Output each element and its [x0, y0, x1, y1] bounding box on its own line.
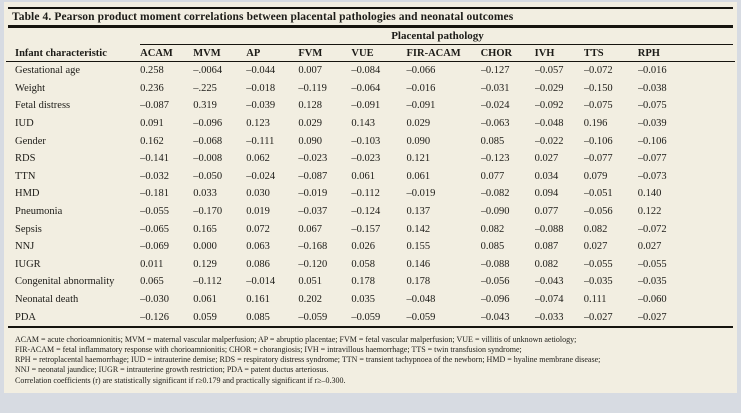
correlation-value: 0.111: [583, 294, 607, 306]
row-label: Fetal distress: [15, 100, 71, 112]
correlation-value: 0.077: [480, 170, 505, 182]
table-row: [6, 80, 735, 98]
correlation-value: –0.032: [140, 170, 170, 182]
correlation-value: –0.022: [534, 135, 564, 147]
column-header-row: [6, 45, 735, 62]
table-row: [6, 256, 735, 274]
correlation-value: 0.082: [534, 258, 559, 270]
correlation-value: 0.027: [534, 153, 559, 165]
correlation-value: –0.168: [298, 241, 328, 253]
column-header-ivh: IVH: [535, 45, 584, 62]
correlation-value: –0.106: [583, 135, 613, 147]
correlation-value: 0.077: [534, 206, 559, 218]
table-row: [6, 62, 735, 80]
table-row: [6, 97, 735, 115]
correlation-value: 0.137: [406, 206, 431, 218]
column-header-vue: VUE: [351, 45, 406, 62]
correlation-value: –0.075: [637, 100, 667, 112]
correlation-value: 0.258: [140, 65, 164, 77]
correlation-value: 0.161: [246, 294, 270, 306]
correlation-value: –0.044: [246, 65, 276, 77]
correlation-value: –0.051: [583, 188, 613, 200]
correlation-value: 0.196: [583, 118, 608, 130]
correlation-value: –0.127: [480, 65, 510, 77]
correlation-value: –0.073: [637, 170, 667, 182]
correlation-value: 0.178: [351, 276, 376, 288]
correlation-value: –0.016: [637, 65, 667, 77]
correlation-value: 0.061: [351, 170, 376, 182]
table-row: [6, 273, 735, 291]
correlation-value: 0.027: [637, 241, 662, 253]
correlation-value: 0.034: [534, 170, 559, 182]
correlation-value: 0.027: [583, 241, 608, 253]
correlation-value: –0.088: [534, 223, 564, 235]
correlation-value: –0.039: [246, 100, 276, 112]
correlation-value: 0.062: [246, 153, 270, 165]
correlation-value: 0.086: [246, 258, 270, 270]
row-label: Gender: [15, 135, 46, 147]
correlation-value: 0.122: [637, 206, 662, 218]
correlation-value: –0.019: [298, 188, 328, 200]
correlation-value: –0.124: [351, 206, 381, 218]
correlation-value: –0.119: [298, 82, 327, 94]
row-label: IUD: [15, 118, 34, 130]
footnote-line: RPH = retroplacental haemorrhage; IUD = intrauterine demise; RDS = respiratory distress syndrome; TTN = transient tachypnoea of the newborn; HMD = hyaline membrane disease;: [15, 355, 601, 365]
correlation-value: –0.031: [480, 82, 510, 94]
row-label: Neonatal death: [15, 294, 79, 306]
correlation-value: 0.236: [140, 82, 164, 94]
correlation-value: 0.162: [140, 135, 164, 147]
correlation-value: 0.123: [246, 118, 270, 130]
correlation-value: –0.077: [583, 153, 613, 165]
correlation-value: –0.112: [351, 188, 380, 200]
table-row: [6, 185, 735, 203]
table-row: [6, 238, 735, 256]
correlation-value: –0.092: [534, 100, 564, 112]
correlation-value: –0.055: [140, 206, 170, 218]
correlation-value: –0.087: [298, 170, 328, 182]
correlation-value: 0.094: [534, 188, 559, 200]
group-header-placental-pathology: Placental pathology: [391, 29, 484, 42]
correlation-value: 0.143: [351, 118, 376, 130]
correlation-value: –0.082: [480, 188, 510, 200]
correlation-value: –0.150: [583, 82, 613, 94]
correlation-value: –0.035: [637, 276, 667, 288]
correlation-value: –0.157: [351, 223, 381, 235]
correlation-value: 0.029: [298, 118, 322, 130]
correlation-value: –0.170: [193, 206, 223, 218]
row-label: HMD: [15, 188, 40, 200]
row-label: Weight: [15, 82, 46, 94]
correlation-value: –0.019: [406, 188, 436, 200]
correlation-value: 0.035: [351, 294, 376, 306]
correlation-value: 0.085: [480, 241, 505, 253]
correlation-value: –0.039: [637, 118, 667, 130]
correlation-value: –0.055: [637, 258, 667, 270]
column-header-mvm: MVM: [193, 45, 246, 62]
correlation-value: –0.090: [480, 206, 510, 218]
column-header-infant-characteristic: Infant characteristic: [6, 45, 140, 62]
correlation-value: –0.043: [534, 276, 564, 288]
correlation-value: 0.011: [140, 258, 164, 270]
correlation-value: –0.027: [583, 311, 613, 323]
correlation-value: 0.082: [480, 223, 505, 235]
correlation-value: 0.146: [406, 258, 431, 270]
row-label: Sepsis: [15, 223, 42, 235]
correlation-value: –.0064: [193, 65, 223, 77]
table-row: [6, 168, 735, 186]
correlation-value: 0.063: [246, 241, 270, 253]
correlation-value: –0.063: [480, 118, 510, 130]
correlation-value: –0.029: [534, 82, 564, 94]
column-header-acam: ACAM: [140, 45, 193, 62]
correlation-value: 0.082: [583, 223, 608, 235]
row-label: RDS: [15, 153, 36, 165]
correlation-value: 0.079: [583, 170, 608, 182]
footnote-line: FIR-ACAM = fetal inflammatory response with chorioamnionitis; CHOR = chorangiosis; IVH = intravillous haemorrhage; TTS = twin transfusion syndrome;: [15, 344, 522, 354]
correlation-value: –0.069: [140, 241, 170, 253]
correlation-value: –0.084: [351, 65, 381, 77]
correlation-value: –0.088: [480, 258, 510, 270]
correlation-value: –0.066: [406, 65, 436, 77]
correlation-value: –0.120: [298, 258, 328, 270]
correlation-value: 0.059: [193, 311, 217, 323]
correlation-value: –0.056: [480, 276, 510, 288]
correlation-value: 0.067: [298, 223, 322, 235]
correlation-value: –0.016: [406, 82, 436, 94]
correlation-value: 0.072: [246, 223, 270, 235]
correlation-value: –0.059: [351, 311, 381, 323]
table-title: Table 4. Pearson product moment correlations between placental pathologies and neonatal outcomes: [12, 11, 514, 23]
table-panel: [4, 2, 737, 393]
correlation-value: 0.129: [193, 258, 217, 270]
correlation-value: –0.024: [480, 100, 510, 112]
row-label: IUGR: [15, 258, 41, 270]
correlation-value: 0.007: [298, 65, 322, 77]
correlation-value: 0.087: [534, 241, 559, 253]
correlation-value: 0.065: [140, 276, 164, 288]
correlation-value: –0.126: [140, 311, 170, 323]
correlation-value: –0.096: [480, 294, 510, 306]
correlation-value: –0.056: [583, 206, 613, 218]
correlation-value: –0.055: [583, 258, 613, 270]
correlation-value: –0.072: [637, 223, 667, 235]
correlation-value: –0.037: [298, 206, 328, 218]
correlation-value: 0.202: [298, 294, 322, 306]
correlation-value: –.225: [193, 82, 217, 94]
row-label: PDA: [15, 311, 37, 323]
correlation-value: –0.074: [534, 294, 564, 306]
column-header-ap: AP: [246, 45, 298, 62]
correlation-value: –0.112: [193, 276, 222, 288]
column-header-tts: TTS: [584, 45, 638, 62]
correlation-value: –0.035: [583, 276, 613, 288]
correlation-value: 0.026: [351, 241, 376, 253]
correlation-value: 0.061: [193, 294, 217, 306]
correlation-value: –0.030: [140, 294, 170, 306]
footnote-line: NNJ = neonatal jaundice; IUGR = intrauterine growth restriction; PDA = patent ductus arteriosus.: [15, 365, 329, 375]
correlation-value: –0.018: [246, 82, 276, 94]
table-row: [6, 150, 735, 168]
correlation-value: 0.033: [193, 188, 217, 200]
correlation-value: 0.030: [246, 188, 270, 200]
correlation-value: 0.140: [637, 188, 662, 200]
correlation-value: 0.061: [406, 170, 431, 182]
correlation-value: –0.077: [637, 153, 667, 165]
correlation-value: –0.087: [140, 100, 170, 112]
correlation-value: –0.106: [637, 135, 667, 147]
correlation-value: –0.050: [193, 170, 223, 182]
correlation-value: 0.058: [351, 258, 376, 270]
correlation-value: –0.068: [193, 135, 223, 147]
correlation-value: –0.048: [406, 294, 436, 306]
correlation-value: –0.091: [406, 100, 436, 112]
correlation-value: –0.057: [534, 65, 564, 77]
correlation-value: 0.121: [406, 153, 431, 165]
table-row: [6, 308, 735, 326]
correlation-value: –0.023: [298, 153, 328, 165]
correlation-value: 0.165: [193, 223, 217, 235]
column-header-rph: RPH: [638, 45, 735, 62]
correlation-value: –0.023: [351, 153, 381, 165]
correlation-value: –0.033: [534, 311, 564, 323]
correlation-value: 0.000: [193, 241, 217, 253]
footnote-line: ACAM = acute chorioamnionitis; MVM = maternal vascular malperfusion; AP = abruptio placentae; FVM = fetal vascular malperfusion; VUE = villitis of unknown aetiology;: [15, 334, 577, 344]
row-label: Congenital abnormality: [15, 276, 115, 288]
correlation-value: 0.090: [406, 135, 431, 147]
correlation-value: –0.096: [193, 118, 223, 130]
correlation-value: 0.019: [246, 206, 270, 218]
correlation-value: –0.064: [351, 82, 381, 94]
footnote-line: Correlation coefficients (r) are statistically significant if r≥0.179 and practically significant if r≥–0.300.: [15, 375, 346, 385]
correlation-value: –0.065: [140, 223, 170, 235]
correlation-value: –0.027: [637, 311, 667, 323]
correlation-value: 0.090: [298, 135, 322, 147]
correlation-value: –0.103: [351, 135, 381, 147]
correlation-value: –0.048: [534, 118, 564, 130]
table-row: [6, 220, 735, 238]
table-row: [6, 203, 735, 221]
table-row: [6, 132, 735, 150]
column-header-chor: CHOR: [481, 45, 535, 62]
row-label: TTN: [15, 170, 36, 182]
correlation-value: 0.155: [406, 241, 431, 253]
correlation-value: –0.141: [140, 153, 170, 165]
footnotes: [6, 328, 735, 386]
correlation-value: 0.029: [406, 118, 431, 130]
table-row: [6, 115, 735, 133]
correlation-value: –0.111: [246, 135, 275, 147]
correlation-value: 0.091: [140, 118, 164, 130]
correlation-value: –0.059: [406, 311, 436, 323]
correlation-value: 0.128: [298, 100, 322, 112]
correlation-value: –0.072: [583, 65, 613, 77]
row-label: NNJ: [15, 241, 35, 253]
correlation-value: –0.091: [351, 100, 381, 112]
correlation-value: –0.060: [637, 294, 667, 306]
correlation-value: 0.178: [406, 276, 431, 288]
column-header-fvm: FVM: [298, 45, 351, 62]
correlation-value: –0.075: [583, 100, 613, 112]
correlation-value: –0.024: [246, 170, 276, 182]
correlation-table: [6, 45, 735, 326]
row-label: Gestational age: [15, 65, 81, 77]
correlation-value: –0.181: [140, 188, 170, 200]
correlation-value: 0.319: [193, 100, 217, 112]
correlation-value: –0.014: [246, 276, 276, 288]
correlation-value: –0.059: [298, 311, 328, 323]
correlation-value: –0.008: [193, 153, 223, 165]
correlation-value: 0.085: [480, 135, 505, 147]
correlation-value: –0.043: [480, 311, 510, 323]
table-row: [6, 291, 735, 309]
correlation-value: 0.051: [298, 276, 322, 288]
row-label: Pneumonia: [15, 206, 63, 218]
correlation-value: –0.123: [480, 153, 510, 165]
correlation-value: 0.142: [406, 223, 431, 235]
correlation-value: –0.038: [637, 82, 667, 94]
column-header-fir-acam: FIR-ACAM: [406, 45, 480, 62]
correlation-value: 0.085: [246, 311, 270, 323]
